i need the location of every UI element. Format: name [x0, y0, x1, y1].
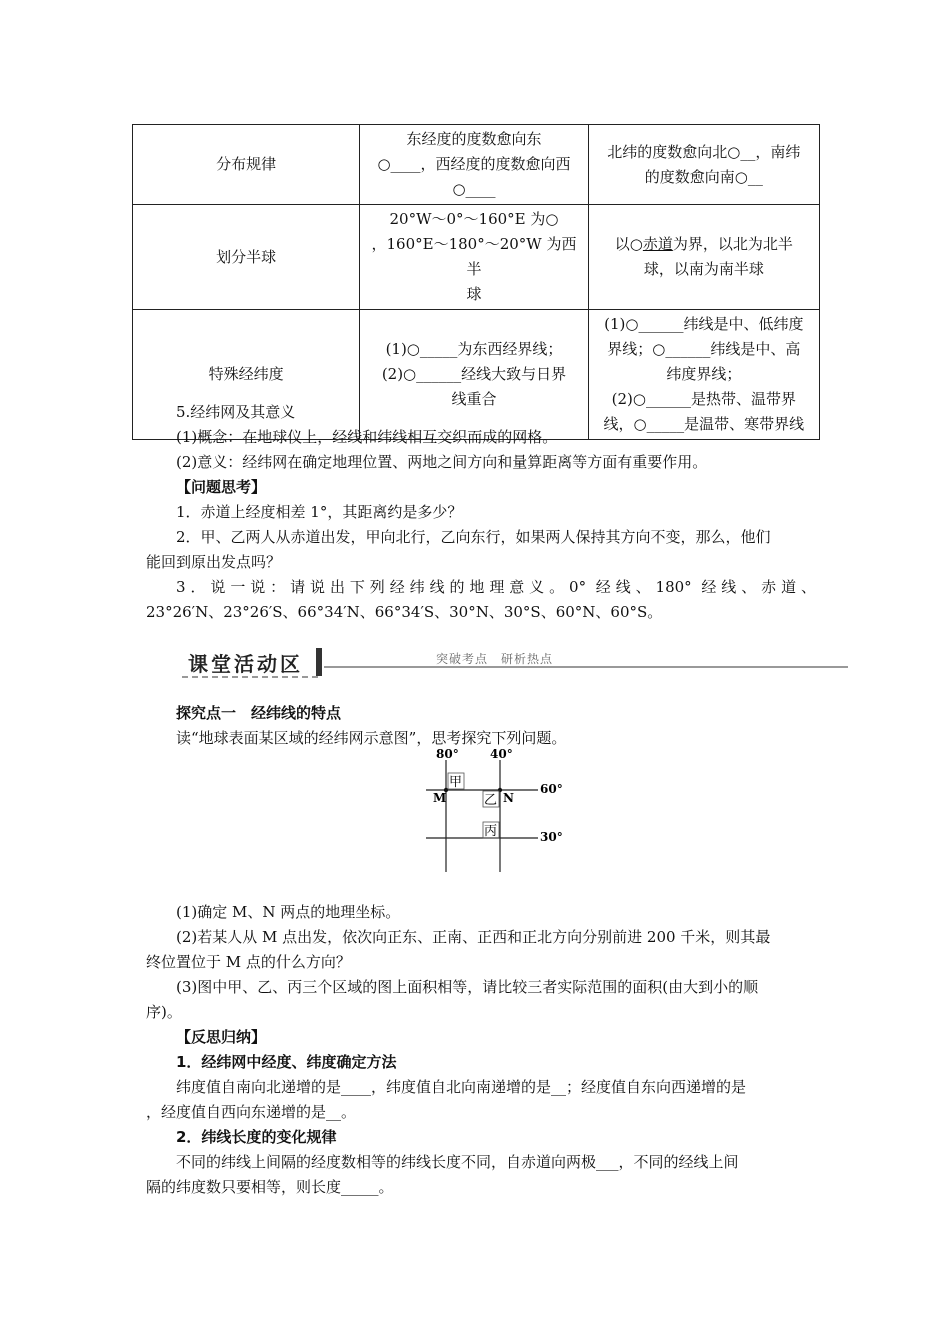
cell-line: 界线；○______纬线是中、高 [607, 340, 801, 358]
explore-question-2-cont: 终位置位于 M 点的什么方向？ [146, 953, 351, 971]
question-2-cont: 能回到原出发点吗？ [146, 553, 282, 571]
latitude-cell [588, 310, 819, 440]
cell-line [595, 232, 813, 257]
cell-line: (2)○______经线大致与日界 [381, 365, 567, 383]
underlined-term: 赤道 [642, 235, 673, 253]
reflect-text-1-cont: ，经度值自西向东递增的是__。 [146, 1103, 357, 1121]
section-title: 5.经纬网及其意义 [176, 403, 296, 421]
lat-label: 30° [540, 830, 563, 844]
region-label: 甲 [449, 775, 463, 790]
question-3-cont: 23°26′N、23°26′S、66°34′N、66°34′S、30°N、30°S、60°N、60°S。 [146, 603, 663, 621]
reflect-heading-1: 1．经纬网中经度、纬度确定方法 [176, 1053, 397, 1071]
banner-rule [324, 666, 848, 668]
reflect-text-1: 纬度值自南向北递增的是____，纬度值自北向南递增的是__；经度值自东向西递增的是 [176, 1078, 747, 1096]
cell-line: ○____ [452, 180, 496, 198]
question-2: 2．甲、乙两人从赤道出发，甲向北行，乙向东行，如果两人保持其方向不变，那么，他们 [176, 528, 771, 546]
concept-text: (1)概念：在地球仪上，经线和纬线相互交织而成的网格。 [176, 428, 558, 446]
cell-line: (1)○______纬线是中、低纬度 [604, 315, 804, 333]
latitude-cell [588, 205, 819, 310]
explore-question-3-cont: 序)。 [146, 1003, 182, 1021]
row-label: 划分半球 [133, 205, 360, 310]
cell-line: ○____，西经度的度数愈向西 [377, 155, 571, 173]
point-label: N [503, 791, 514, 805]
question-1: 1．赤道上经度相差 1°，其距离约是多少？ [176, 503, 463, 521]
cell-line: 球，以南为南半球 [643, 260, 764, 278]
cell-line: (2)○______是热带、温带界 [611, 390, 796, 408]
region-label: 丙 [484, 824, 498, 839]
explore-intro: 读“地球表面某区域的经纬网示意图”，思考探究下列问题。 [176, 729, 567, 747]
table-row [133, 205, 820, 310]
cell-line: 球 [466, 285, 482, 303]
cell-line: 线，○_____是温带、寒带界线 [603, 415, 805, 433]
banner-subtitle: 突破考点 研析热点 [436, 652, 554, 666]
reflect-header: 【反思归纳】 [176, 1028, 267, 1046]
reflect-text-2-cont: 隔的纬度数只要相等，则长度_____。 [146, 1178, 394, 1196]
latitude-cell [588, 125, 819, 205]
explore-question-2: (2)若某人从 M 点出发，依次向正东、正南、正西和正北方向分别前进 200 千米，则其最 [176, 928, 771, 946]
cell-text: 为界，以北为北半 [672, 235, 793, 253]
cell-line: 北纬的度数愈向北○__，南纬 [607, 142, 801, 161]
banner-title: 课堂活动区 [188, 652, 303, 676]
point-label: M [433, 791, 447, 805]
table-row [133, 125, 820, 205]
banner-divider [316, 648, 322, 676]
reflect-heading-2: 2．纬线长度的变化规律 [176, 1128, 337, 1146]
explore-question-3: (3)图中甲、乙、丙三个区域的图上面积相等，请比较三者实际范围的面积(由大到小的顺 [176, 978, 759, 996]
banner-dashed-rule [182, 676, 318, 678]
lat-lon-grid-diagram [420, 746, 570, 878]
longitude-cell [360, 205, 588, 310]
row-label: 特殊经纬度 [133, 310, 360, 440]
explore-question-1: (1)确定 M、N 两点的地理坐标。 [176, 903, 401, 921]
lon-label: 40° [490, 747, 513, 761]
cell-text: 以○ [614, 235, 643, 253]
row-label: 分布规律 [133, 125, 360, 205]
point-n-marker [498, 788, 502, 792]
cell-line: (1)○_____为东西经界线； [385, 340, 563, 358]
cell-line: 的度数愈向南○__ [644, 167, 763, 186]
explore-title: 探究点一 经纬线的特点 [176, 704, 342, 722]
cell-line: 东经度的度数愈向东 [406, 130, 542, 148]
meaning-text: (2)意义：经纬网在确定地理位置、两地之间方向和量算距离等方面有重要作用。 [176, 453, 708, 471]
lat-label: 60° [540, 782, 563, 796]
cell-line: 线重合 [451, 390, 497, 408]
section-banner [180, 644, 848, 680]
lon-label: 80° [436, 747, 459, 761]
cell-line: 纬度界线； [666, 365, 742, 383]
reflect-text-2: 不同的纬线上间隔的经度数相等的纬线长度不同，自赤道向两极___，不同的经线上间 [176, 1153, 739, 1171]
cell-line: ，160°E～180°～20°W 为西半 [371, 235, 577, 278]
knowledge-table [132, 124, 820, 440]
longitude-cell [360, 125, 588, 205]
cell-line: 20°W～0°～160°E 为○ [389, 210, 559, 228]
longitude-cell [360, 310, 588, 440]
question-3: 3．说一说：请说出下列经纬线的地理意义。0° 经线、180° 经线、赤道、 [176, 578, 816, 596]
region-label: 乙 [484, 793, 498, 808]
think-header: 【问题思考】 [176, 478, 267, 496]
